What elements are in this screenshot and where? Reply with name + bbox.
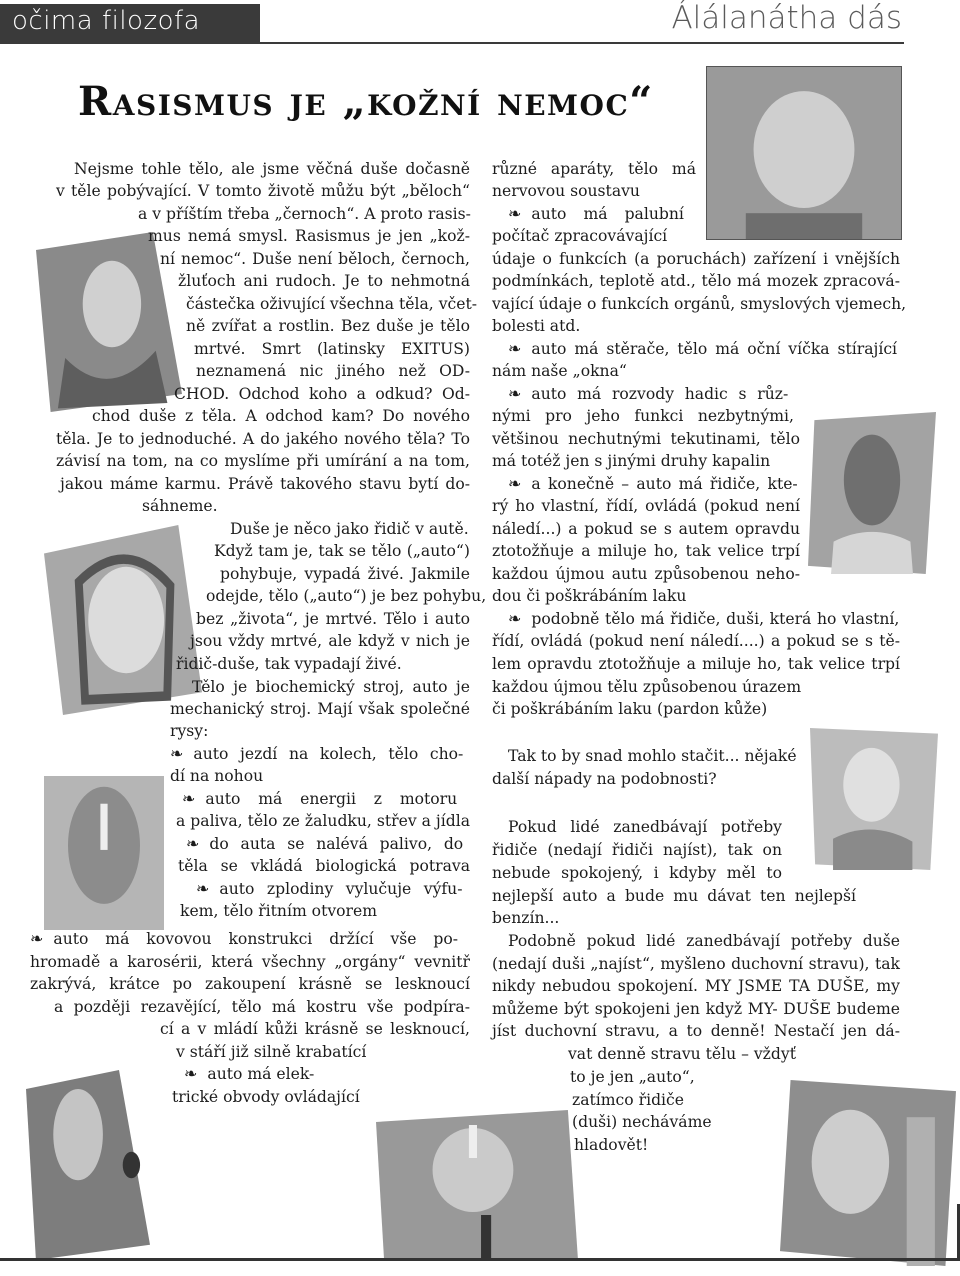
right-line-36 [492, 1020, 900, 1042]
portrait-photo-8 [780, 1080, 956, 1266]
right-line-25 [508, 745, 797, 767]
left-text-11: chod duše z těla. A odchod kam? Do nového [92, 407, 470, 425]
left-line-0 [74, 158, 470, 180]
right-text-16: náledí...) a pokud se s autem opravdu [492, 520, 800, 538]
right-text-29: nebude spokojený, i kdyby měl to [492, 864, 782, 882]
right-text-4: údaje o funkcích (a poruchách) zařízení i vnějších [492, 250, 900, 268]
left-line-9 [196, 360, 470, 382]
right-text-28: řidiče (nedají řidiči najíst), tak on [492, 841, 782, 859]
left-text-5: žluťoch ani rudoch. Je to nehmotná [178, 272, 470, 290]
right-text-1: nervovou soustavu [492, 182, 640, 200]
right-line-1 [492, 180, 640, 202]
left-text-20: bez „života“, je mrtvé. Tělo i auto [196, 610, 470, 628]
right-line-24 [492, 698, 767, 720]
left-line-41 [172, 1086, 360, 1108]
right-line-29 [492, 862, 782, 884]
section-tag [0, 4, 260, 42]
left-text-7: ně zvířat a rostlin. Bez duše je tělo [186, 317, 470, 335]
left-line-13 [56, 450, 470, 472]
left-text-9: neznamená nic jiného než OD- [196, 362, 470, 380]
right-text-21: řídí, ovládá (pokud není náledí....) a pokud se s tě- [492, 632, 900, 650]
right-text-39: zatímco řidiče [572, 1091, 685, 1109]
right-line-4 [492, 248, 900, 270]
right-line-7 [492, 315, 580, 337]
right-text-0: různé aparáty, tělo má [492, 160, 696, 178]
right-line-0 [492, 158, 696, 180]
right-text-17: ztotožňuje a miluje ho, tak velice trpí [492, 542, 800, 560]
leaf-bullet-icon: ❧ [30, 929, 44, 948]
right-line-5 [492, 270, 900, 292]
right-line-17 [492, 540, 800, 562]
left-text-10: CHOD. Odchod koho a odkud? Od- [174, 385, 470, 403]
leaf-bullet-icon: ❧ [508, 609, 522, 628]
left-line-21 [190, 630, 470, 652]
portrait-photo-top-right [706, 66, 902, 240]
left-text-36: zakrývá, krátce po zakoupení krásně se lesknoucí [30, 975, 470, 993]
right-text-14: a konečně – auto má řidiče, kte- [531, 475, 798, 493]
left-text-29: a paliva, tělo ze žaludku, střev a jídla [176, 812, 470, 830]
left-line-32 [196, 878, 462, 900]
left-text-23: Tělo je biochemický stroj, auto je [192, 678, 470, 696]
right-text-30: nejlepší auto a bude mu dávat ten nejlepší [492, 887, 856, 905]
right-text-19: dou či poškrábáním laku [492, 587, 687, 605]
portrait-photo-6 [808, 412, 936, 574]
right-text-3: počítač zpracovávající [492, 227, 668, 245]
right-line-11 [492, 405, 794, 427]
left-text-13: závisí na tom, na co myslíme při umírání a na tom, [56, 452, 470, 470]
left-line-8 [194, 338, 470, 360]
header-rule [0, 42, 904, 44]
article-title: Rasismus je „kožní nemoc“ [78, 78, 654, 125]
left-text-30: do auta se nalévá palivo, do [209, 835, 464, 853]
leaf-bullet-icon: ❧ [184, 1064, 198, 1083]
right-line-20 [508, 608, 899, 630]
left-text-24: mechanický stroj. Mají však společné [170, 700, 470, 718]
leaf-bullet-icon: ❧ [508, 474, 522, 493]
right-text-8: auto má stěrače, tělo má oční víčka stírající [531, 340, 898, 358]
left-text-37: a později rezavějící, tělo má kostru vše podpíra- [54, 998, 470, 1016]
left-text-31: těla se vkládá biologická potrava [178, 857, 470, 875]
right-text-32: Podobně pokud lidé zanedbávají potřeby duše [508, 932, 900, 950]
right-line-13 [492, 450, 770, 472]
left-line-18 [220, 563, 470, 585]
right-line-21 [492, 630, 900, 652]
right-line-37 [568, 1043, 796, 1065]
left-text-14: jakou máme karmu. Právě takového stavu bytí do- [60, 475, 470, 493]
left-text-41: trické obvody ovládající [172, 1088, 360, 1106]
left-line-26 [170, 743, 463, 765]
left-text-33: kem, tělo řitním otvorem [180, 902, 378, 920]
right-text-24: či poškrábáním laku (pardon kůže) [492, 700, 768, 718]
right-line-38 [570, 1066, 695, 1088]
portrait-photo-2 [44, 525, 202, 715]
left-text-22: řidič-duše, tak vypadají živé. [176, 655, 402, 673]
left-line-35 [30, 951, 470, 973]
left-text-35: hromadě a karosérii, která všechny „orgány“ vevnitř [30, 953, 470, 971]
right-text-37: vat denně stravu tělu – vždyť [568, 1045, 796, 1063]
left-line-2 [138, 203, 471, 225]
portrait-photo-5 [376, 1110, 578, 1260]
left-line-12 [56, 428, 470, 450]
right-text-2: auto má palubní [531, 205, 684, 223]
left-line-34 [30, 928, 458, 950]
left-text-19: odejde, tělo („auto“) je bez pohybu, [206, 587, 487, 605]
right-text-23: každou újmou tělu způsobenou úrazem [492, 678, 802, 696]
right-text-33: (nedají duši „najíst“, myšleno duchovní stravu), tak [492, 955, 900, 973]
right-text-40: (duši) necháváme [572, 1113, 712, 1131]
right-text-6: vající údaje o funkcích orgánů, smyslových vjemech, [492, 295, 907, 313]
right-text-34: nikdy nebudou spokojení. MY JSME TA DUŠE, my [492, 977, 900, 995]
right-text-7: bolesti atd. [492, 317, 581, 335]
right-line-27 [508, 816, 782, 838]
left-text-34: auto má kovovou konstrukci držící vše po- [53, 930, 459, 948]
left-text-2: a v příštím třeba „černoch“. A proto rasis- [138, 205, 471, 223]
left-line-31 [178, 855, 470, 877]
right-line-32 [508, 930, 900, 952]
left-text-6: částečka oživující všechna těla, včet- [186, 295, 478, 313]
right-text-41: hladovět! [574, 1136, 649, 1154]
right-line-9 [492, 360, 627, 382]
left-text-4: ní nemoc“. Duše není běloch, černoch, [160, 250, 470, 268]
author-name: Álálanátha dás [671, 0, 902, 36]
bottom-rule [0, 1258, 960, 1261]
right-line-16 [492, 518, 800, 540]
leaf-bullet-icon: ❧ [508, 384, 522, 403]
left-line-39 [176, 1041, 366, 1063]
leaf-bullet-icon: ❧ [508, 204, 522, 223]
left-text-26: auto jezdí na kolech, tělo cho- [193, 745, 464, 763]
right-text-20: podobně tělo má řidiče, duši, která ho vlastní, [531, 610, 900, 628]
left-text-32: auto zplodiny vylučuje výfu- [219, 880, 463, 898]
right-text-18: každou újmou autu způsobenou neho- [492, 565, 800, 583]
right-line-31 [492, 907, 559, 929]
left-text-15: sáhneme. [142, 497, 218, 515]
right-line-22 [492, 653, 900, 675]
right-text-27: Pokud lidé zanedbávají potřeby [508, 818, 782, 836]
left-line-20 [196, 608, 470, 630]
right-line-12 [492, 428, 800, 450]
right-line-15 [492, 495, 800, 517]
left-line-27 [170, 765, 263, 787]
left-text-25: rysy: [170, 722, 209, 740]
left-text-18: pohybuje, vypadá živé. Jakmile [220, 565, 470, 583]
left-line-38 [160, 1018, 470, 1040]
left-line-15 [142, 495, 218, 517]
left-text-27: dí na nohou [170, 767, 264, 785]
right-line-30 [492, 885, 856, 907]
right-text-5: podmínkách, teplotě atd., tělo má mozek zpracová- [492, 272, 900, 290]
left-text-39: v stáří již silně krabatící [176, 1043, 367, 1061]
right-text-25: Tak to by snad mohlo stačit... nějaké [508, 747, 797, 765]
right-line-2 [508, 203, 684, 225]
left-line-24 [170, 698, 470, 720]
left-text-38: cí a v mládí kůži krásně se lesknoucí, [160, 1020, 470, 1038]
left-line-22 [176, 653, 402, 675]
left-text-28: auto má energii z motoru [205, 790, 458, 808]
right-line-8 [508, 338, 897, 360]
right-line-19 [492, 585, 686, 607]
leaf-bullet-icon: ❧ [182, 789, 196, 808]
left-text-1: v těle pobývající. V tomto životě můžu být „běloch“ [56, 182, 470, 200]
right-text-10: auto má rozvody hadic s růz- [531, 385, 789, 403]
left-line-28 [182, 788, 457, 810]
left-line-14 [60, 473, 470, 495]
left-line-29 [176, 810, 470, 832]
right-line-3 [492, 225, 667, 247]
leaf-bullet-icon: ❧ [170, 744, 184, 763]
portrait-photo-7 [810, 728, 938, 870]
right-line-26 [492, 768, 717, 790]
left-text-3: mus nemá smysl. Rasismus je jen „kož- [148, 227, 470, 245]
leaf-bullet-icon: ❧ [196, 879, 210, 898]
left-line-25 [170, 720, 208, 742]
left-line-17 [214, 540, 470, 562]
right-line-40 [572, 1111, 712, 1133]
left-line-40 [184, 1063, 314, 1085]
portrait-photo-4 [26, 1070, 150, 1260]
left-line-23 [192, 676, 470, 698]
right-line-18 [492, 563, 800, 585]
left-line-4 [160, 248, 470, 270]
left-text-21: jsou vždy mrtvé, ale když v nich je [190, 632, 470, 650]
left-line-5 [178, 270, 470, 292]
left-text-12: těla. Je to jednoduché. A do jakého nového těla? To [56, 430, 470, 448]
right-line-28 [492, 839, 782, 861]
left-line-1 [56, 180, 470, 202]
right-line-23 [492, 676, 801, 698]
left-line-6 [186, 293, 477, 315]
left-line-30 [186, 833, 463, 855]
right-text-11: nými pro jeho funkci nezbytnými, [492, 407, 794, 425]
left-line-16 [230, 518, 469, 540]
leaf-bullet-icon: ❧ [508, 339, 522, 358]
right-text-31: benzín... [492, 909, 560, 927]
left-text-16: Duše je něco jako řidič v autě. [230, 520, 469, 538]
left-text-40: auto má elek- [207, 1065, 315, 1083]
right-line-34 [492, 975, 900, 997]
right-text-38: to je jen „auto“, [570, 1068, 695, 1086]
right-text-26: další nápady na podobnosti? [492, 770, 717, 788]
right-text-22: lem opravdu ztotožňuje a miluje ho, tak velice trpí [492, 655, 900, 673]
left-text-0: Nejsme tohle tělo, ale jsme věčná duše dočasně [74, 160, 470, 178]
right-line-14 [508, 473, 798, 495]
right-line-41 [574, 1134, 648, 1156]
left-line-10 [174, 383, 470, 405]
right-text-35: můžeme být spokojeni jen když MY- DUŠE budeme [492, 1000, 900, 1018]
left-text-17: Když tam je, tak se tělo („auto“) [214, 542, 470, 560]
right-text-13: má totéž jen s jinými druhy kapalin [492, 452, 771, 470]
right-line-39 [572, 1089, 684, 1111]
right-line-6 [492, 293, 906, 315]
right-text-9: nám naše „okna“ [492, 362, 627, 380]
left-line-11 [92, 405, 470, 427]
left-line-19 [206, 585, 486, 607]
left-text-8: mrtvé. Smrt (latinsky EXITUS) [194, 340, 470, 358]
left-line-3 [148, 225, 470, 247]
right-line-35 [492, 998, 900, 1020]
right-line-33 [492, 953, 900, 975]
right-line-10 [508, 383, 788, 405]
left-line-7 [186, 315, 470, 337]
left-line-36 [30, 973, 470, 995]
right-text-15: rý ho vlastní, řídí, ovládá (pokud není [492, 497, 800, 515]
right-text-36: jíst duchovní stravu, a to denně! Nestačí jen dá- [492, 1022, 900, 1040]
section-label: očima filozofa [12, 6, 201, 36]
right-text-12: většinou nechutnými tekutinami, tělo [492, 430, 800, 448]
left-line-33 [180, 900, 377, 922]
left-line-37 [54, 996, 470, 1018]
leaf-bullet-icon: ❧ [186, 834, 200, 853]
portrait-photo-3 [44, 776, 164, 930]
